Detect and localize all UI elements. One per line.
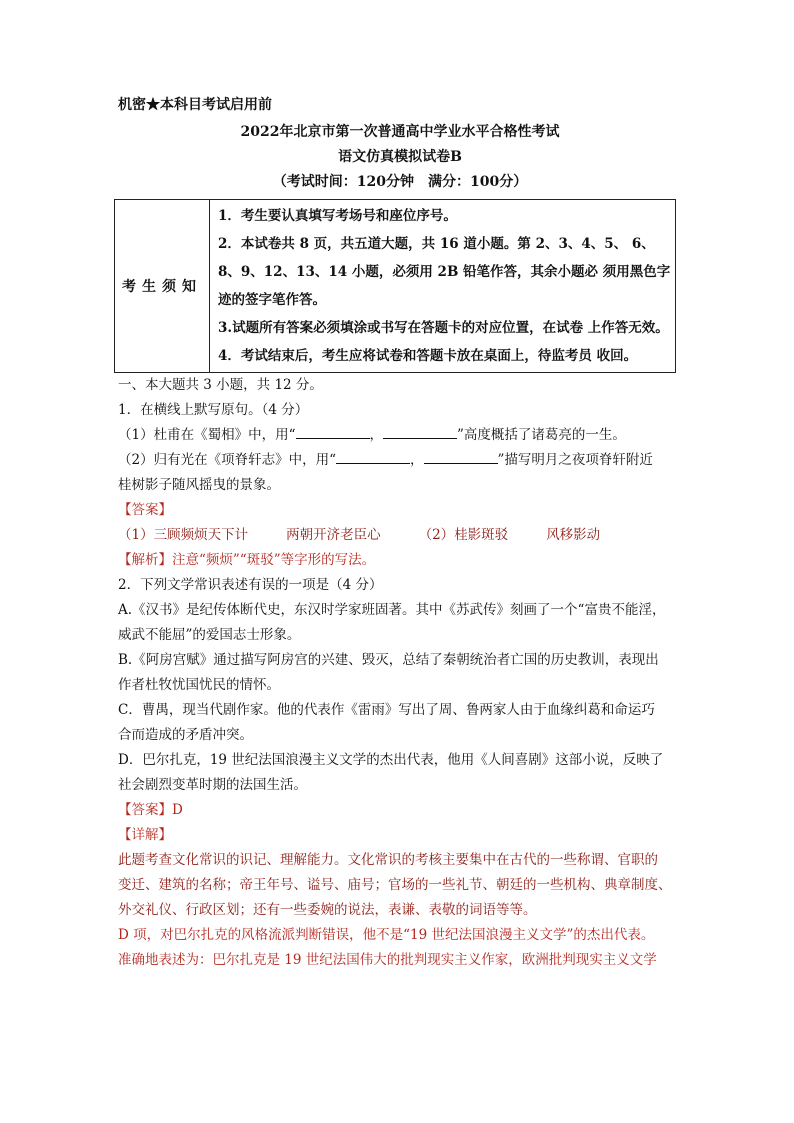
q2-option-c-cont: 合而造成的矛盾冲突。 bbox=[118, 727, 253, 743]
q2-option-d: D．巴尔扎克，19 世纪法国浪漫主义文学的杰出代表，他用《人间喜剧》这部小说，反映了 bbox=[118, 752, 664, 768]
notice-item: 2．本试卷共 8 页，共五道大题，共 16 道小题。第 2、3、4、5、 6、8、9、12、13、14 小题，必须用 2B 铅笔作答，其余小题必 须用黑色字迹的签字笔作答。 bbox=[218, 236, 671, 308]
notice-item: 3.试题所有答案必须填涂或书写在答题卡的对应位置，在试卷 上作答无效。 bbox=[218, 320, 669, 336]
answer-blank bbox=[424, 451, 498, 464]
q1-analysis: 【解析】注意“频烦”“斑驳”等字形的写法。 bbox=[118, 552, 376, 568]
q2-option-d-cont: 社会剧烈变革时期的法国生活。 bbox=[118, 777, 307, 793]
q2-option-b: B.《阿房宫赋》通过描写阿房宫的兴建、毁灭，总结了秦朝统治者亡国的历史教训，表现出 bbox=[118, 652, 659, 668]
confidential-mark: 机密★本科目考试启用前 bbox=[118, 97, 272, 113]
answer-blank bbox=[383, 426, 457, 439]
notice-body bbox=[210, 200, 676, 373]
q1-part2-cont: 桂树影子随风摇曳的景象。 bbox=[118, 477, 280, 493]
candidate-notice-table bbox=[114, 199, 676, 373]
notice-item: 4．考试结束后，考生应将试卷和答题卡放在桌面上，待监考员 收回。 bbox=[218, 348, 638, 364]
notice-item: 1．考生要认真填写考场号和座位序号。 bbox=[218, 208, 457, 224]
q1-stem: 1．在横线上默写原句。（4 分） bbox=[118, 402, 309, 418]
answer-blank bbox=[296, 426, 370, 439]
q1-answer: （1）三顾频烦天下计 两朝开济老臣心 （2）桂影斑驳 风移影动 bbox=[118, 527, 601, 543]
exam-title: 2022年北京市第一次普通高中学业水平合格性考试 bbox=[240, 124, 560, 140]
q2-option-a-cont: 威武不能屈”的爱国志士形象。 bbox=[118, 627, 301, 643]
q2-detail: 外交礼仪、行政区划；还有一些委婉的说法，表谦、表敬的词语等等。 bbox=[118, 902, 537, 918]
answer-blank bbox=[336, 451, 410, 464]
q2-detail: 变迁、建筑的名称；帝王年号、谥号、庙号；官场的一些礼节、朝廷的一些机构、典章制度、 bbox=[118, 877, 672, 893]
q2-stem: 2．下列文学常识表述有误的一项是（4 分） bbox=[118, 577, 383, 593]
section-heading: 一、本大题共 3 小题，共 12 分。 bbox=[118, 377, 323, 393]
notice-label: 考生须知 bbox=[115, 200, 210, 373]
exam-subtitle: 语文仿真模拟试卷B bbox=[338, 149, 462, 165]
exam-time-score: （考试时间：120分钟 满分：100分） bbox=[272, 174, 528, 190]
q2-option-a: A.《汉书》是纪传体断代史，东汉时学家班固著。其中《苏武传》刻画了一个“富贵不能淫， bbox=[118, 602, 666, 618]
q2-detail: 准确地表述为：巴尔扎克是 19 世纪法国伟大的批判现实主义作家，欧洲批判现实主义文学 bbox=[118, 952, 657, 968]
q1-part2: （2）归有光在《项脊轩志》中，用“ ， ”描写明月之夜项脊轩附近 bbox=[118, 452, 653, 468]
q2-option-b-cont: 作者杜牧忧国忧民的情怀。 bbox=[118, 677, 280, 693]
q1-answer-tag: 【答案】 bbox=[118, 502, 172, 518]
q2-detail: 此题考查文化常识的识记、理解能力。文化常识的考核主要集中在古代的一些称谓、官职的 bbox=[118, 852, 658, 868]
q2-detail: D 项，对巴尔扎克的风格流派判断错误，他不是“19 世纪法国浪漫主义文学”的杰出代表。 bbox=[118, 927, 655, 943]
q2-option-c: C．曹禺，现当代剧作家。他的代表作《雷雨》写出了周、鲁两家人由于血缘纠葛和命运巧 bbox=[118, 702, 655, 718]
q2-answer: 【答案】D bbox=[118, 802, 183, 818]
q1-part1: （1）杜甫在《蜀相》中，用“ ， ”高度概括了诸葛亮的一生。 bbox=[118, 427, 626, 443]
q2-detail-tag: 【详解】 bbox=[118, 827, 172, 843]
